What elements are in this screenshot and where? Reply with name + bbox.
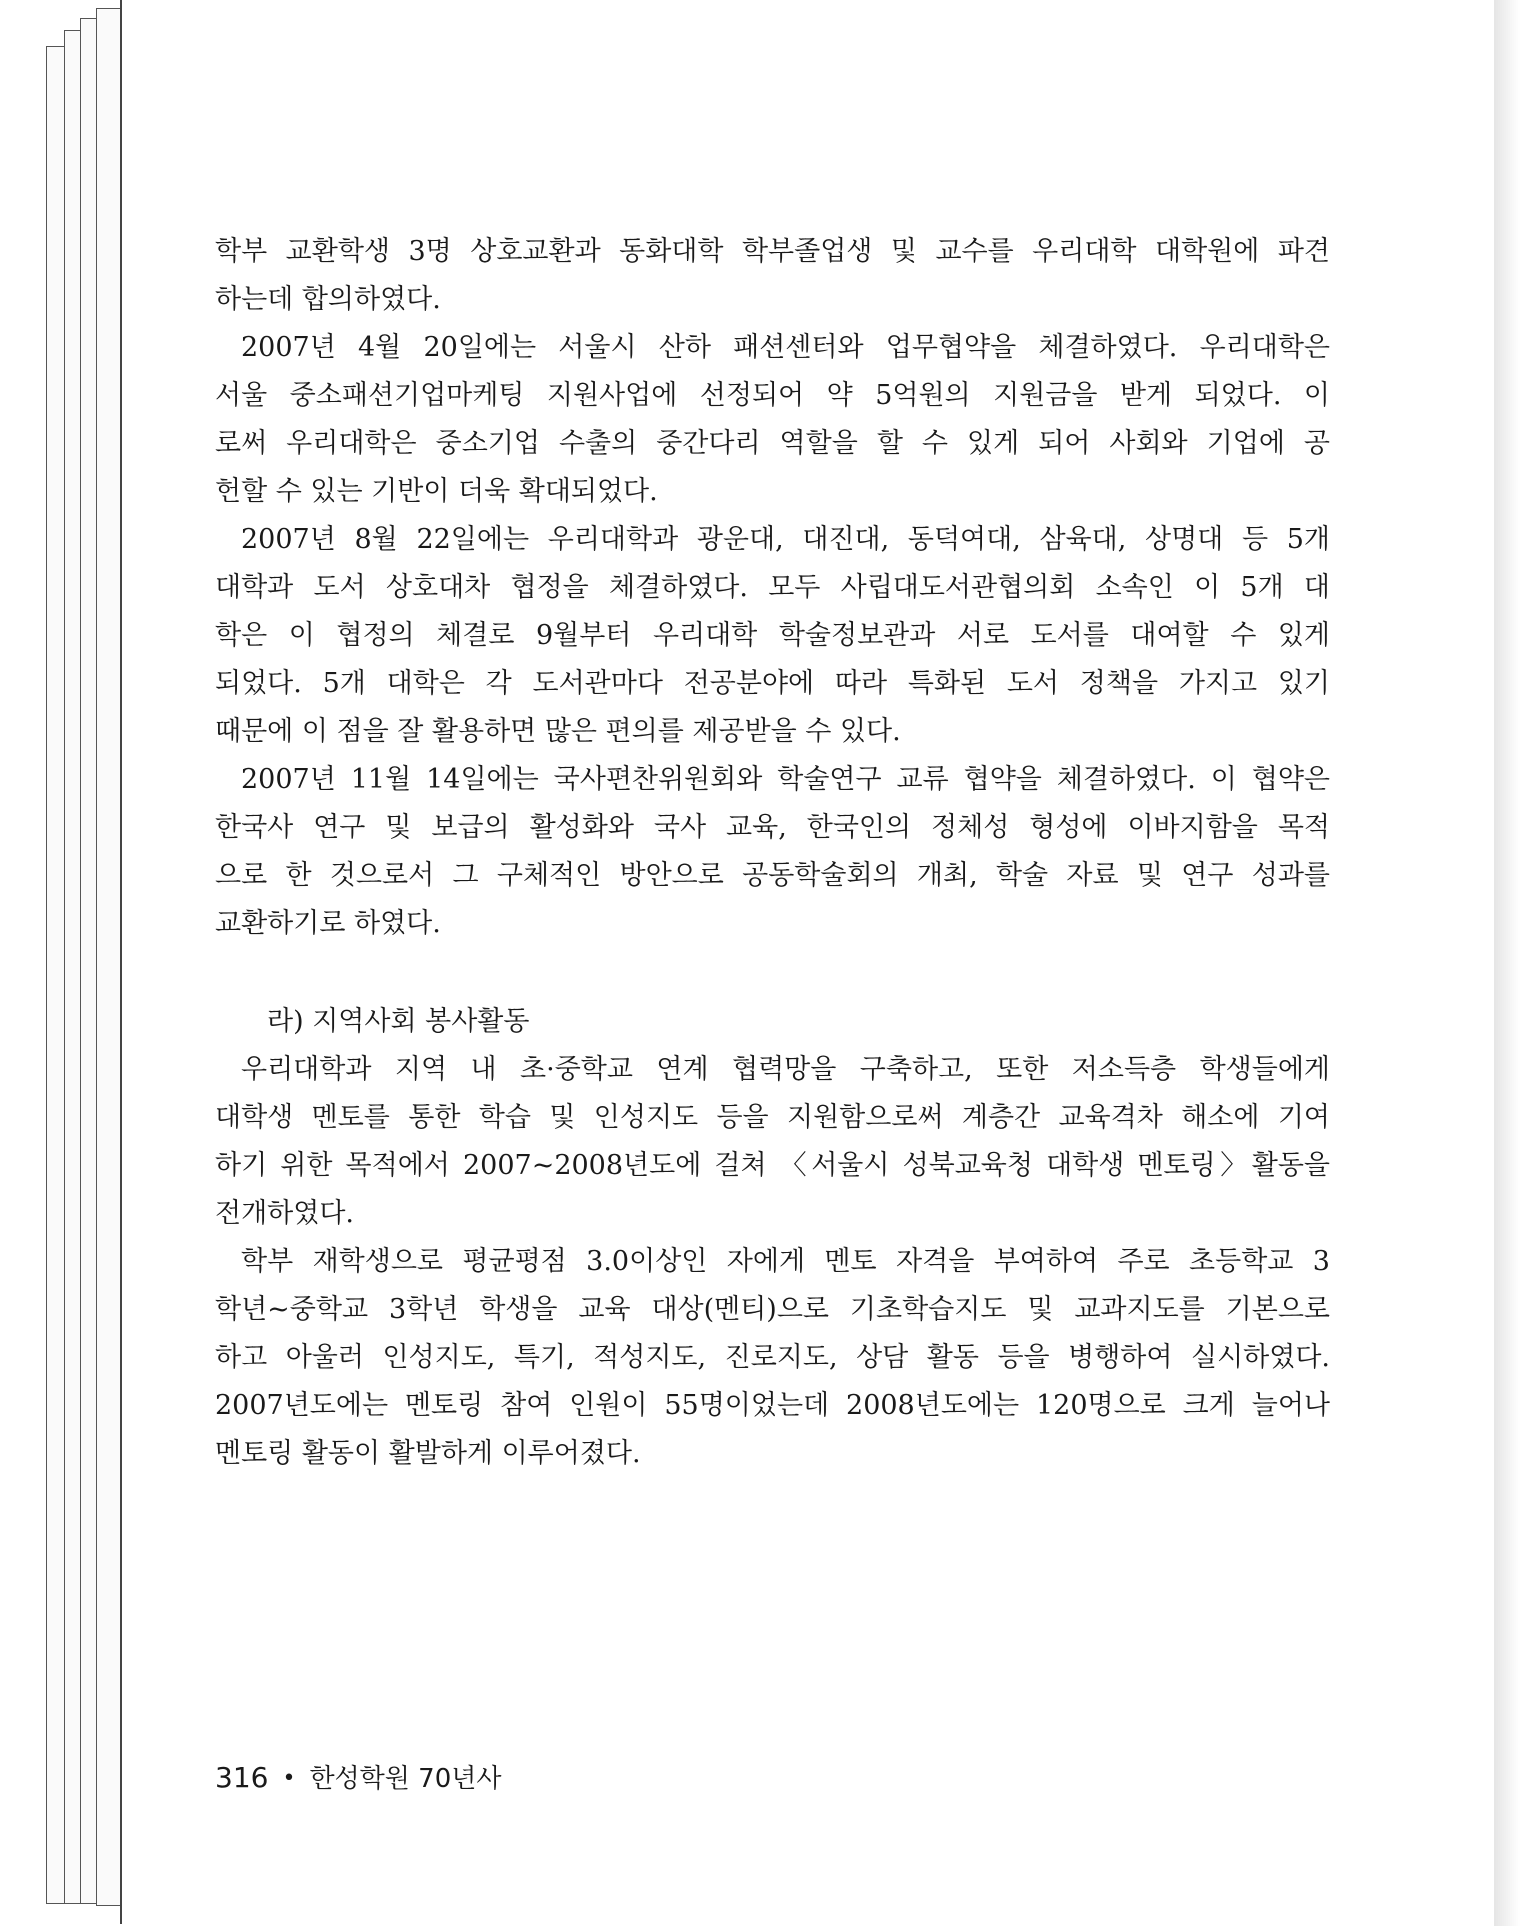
body-line: 학은 이 협정의 체결로 9월부터 우리대학 학술정보관과 서로 도서를 대여할 수 있게 [215,620,1330,651]
body-line: 우리대학과 지역 내 초·중학교 연계 협력망을 구축하고, 또한 저소득층 학생들에게 [241,1054,1330,1085]
body-line: 하기 위한 목적에서 2007~2008년도에 걸쳐 〈서울시 성북교육청 대학생 멘토링〉활동을 [215,1150,1330,1181]
body-line: 2007년 11월 14일에는 국사편찬위원회와 학술연구 교류 협약을 체결하였다. 이 협약은 [241,764,1330,795]
body-text [215,228,1330,1478]
section-gap [215,948,1330,998]
page-footer [215,1758,501,1795]
body-line: 되었다. 5개 대학은 각 도서관마다 전공분야에 따라 특화된 도서 정책을 가지고 있기 [215,668,1330,699]
body-line: 학부 재학생으로 평균평점 3.0이상인 자에게 멘토 자격을 부여하여 주로 초등학교 3 [241,1246,1330,1277]
body-line: 학부 교환학생 3명 상호교환과 동화대학 학부졸업생 및 교수를 우리대학 대학원에 파견 [215,236,1330,267]
body-line: 으로 한 것으로서 그 구체적인 방안으로 공동학술회의 개최, 학술 자료 및 연구 성과를 [215,860,1330,891]
body-line: 서울 중소패션기업마케팅 지원사업에 선정되어 약 5억원의 지원금을 받게 되었다. 이 [215,380,1330,411]
section-heading: 라) 지역사회 봉사활동 [267,1006,530,1037]
body-line: 헌할 수 있는 기반이 더욱 확대되었다. [215,476,658,507]
body-line: 교환하기로 하였다. [215,908,441,939]
body-line: 하고 아울러 인성지도, 특기, 적성지도, 진로지도, 상담 활동 등을 병행하여 실시하였다. [215,1342,1330,1373]
body-line: 대학생 멘토를 통한 학습 및 인성지도 등을 지원함으로써 계층간 교육격차 해소에 기여 [215,1102,1330,1133]
body-line: 2007년 4월 20일에는 서울시 산하 패션센터와 업무협약을 체결하였다. 우리대학은 [241,332,1330,363]
body-line: 대학과 도서 상호대차 협정을 체결하였다. 모두 사립대도서관협의회 소속인 이 5개 대 [215,572,1330,603]
body-line: 전개하였다. [215,1198,354,1229]
body-line: 때문에 이 점을 잘 활용하면 많은 편의를 제공받을 수 있다. [215,716,901,747]
body-line: 한국사 연구 및 보급의 활성화와 국사 교육, 한국인의 정체성 형성에 이바지함을 목적 [215,812,1330,843]
body-line: 학년~중학교 3학년 학생을 교육 대상(멘티)으로 기초학습지도 및 교과지도를 기본으로 [215,1294,1330,1325]
footer-separator: • [282,1766,296,1791]
body-line: 멘토링 활동이 활발하게 이루어졌다. [215,1438,641,1469]
body-line: 2007년 8월 22일에는 우리대학과 광운대, 대진대, 동덕여대, 삼육대, 상명대 등 5개 [241,524,1330,555]
body-line: 하는데 합의하였다. [215,284,441,315]
book-title: 한성학원 70년사 [309,1764,502,1794]
page-edge-shadow [1494,0,1520,1926]
body-line: 로써 우리대학은 중소기업 수출의 중간다리 역할을 할 수 있게 되어 사회와 기업에 공 [215,428,1330,459]
body-line: 2007년도에는 멘토링 참여 인원이 55명이었는데 2008년도에는 120명으로 크게 늘어나 [215,1390,1330,1421]
page-number: 316 [215,1761,269,1794]
